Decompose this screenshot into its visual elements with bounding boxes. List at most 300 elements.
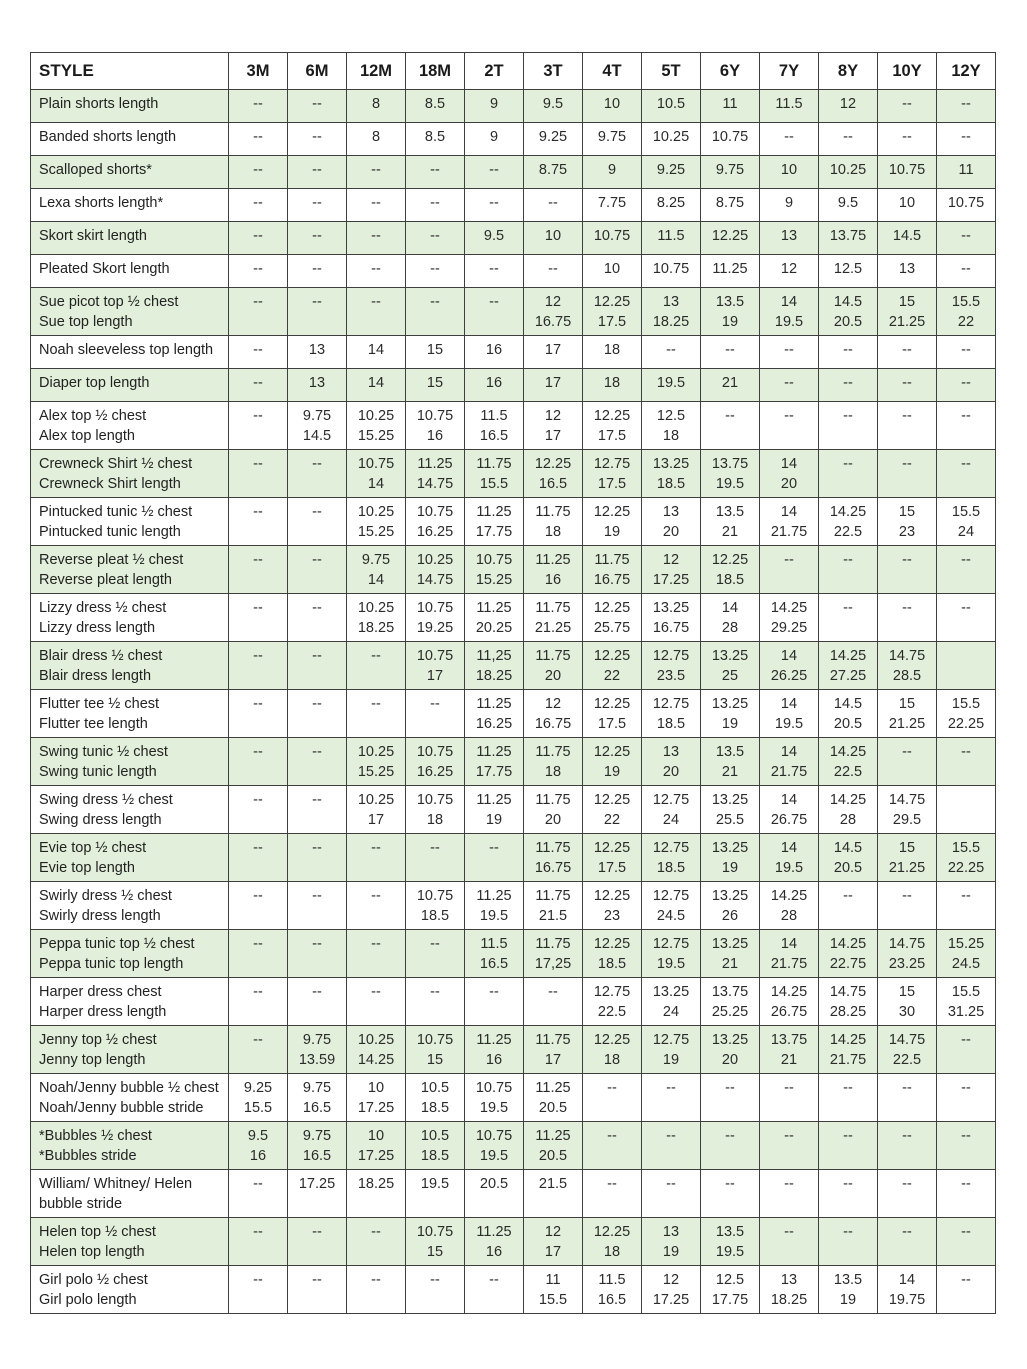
size-value: -- — [666, 1128, 676, 1144]
size-cell — [583, 930, 642, 978]
size-value: -- — [843, 342, 853, 358]
size-cell — [465, 369, 524, 402]
size-value: -- — [725, 342, 735, 358]
size-value: 27.25 — [829, 668, 867, 684]
size-value: 19.5 — [656, 375, 686, 391]
size-cell — [878, 336, 937, 369]
size-cell — [524, 498, 583, 546]
size-cell — [701, 1074, 760, 1122]
size-value: 18.5 — [656, 860, 686, 876]
size-value: 11.25 — [476, 504, 512, 520]
size-cell — [229, 498, 288, 546]
row-label-line: William/ Whitney/ Helen — [39, 1176, 193, 1192]
size-value: 14.75 — [888, 1032, 926, 1048]
size-value: 17.5 — [597, 476, 627, 492]
size-cell — [524, 834, 583, 882]
size-cell — [878, 1122, 937, 1170]
size-value: 13.5 — [715, 1224, 745, 1240]
size-cell — [937, 255, 996, 288]
size-value: 10.5 — [420, 1128, 450, 1144]
size-value: 14.25 — [829, 648, 867, 664]
size-value: 10.75 — [416, 744, 454, 760]
size-cell — [642, 498, 701, 546]
size-cell — [878, 450, 937, 498]
size-value: 20.5 — [833, 716, 863, 732]
size-value: 17.5 — [597, 314, 627, 330]
size-cell — [524, 690, 583, 738]
size-value: -- — [312, 96, 322, 112]
size-cell — [229, 189, 288, 222]
size-cell — [937, 978, 996, 1026]
size-cell — [583, 786, 642, 834]
size-value: 15 — [898, 696, 916, 712]
size-value: 21.25 — [888, 860, 926, 876]
row-label-line: Pintucked tunic length — [39, 524, 181, 540]
size-value: 19 — [662, 1244, 680, 1260]
column-header-7y: 7Y — [760, 53, 819, 90]
size-value: 14 — [780, 936, 798, 952]
table-row — [31, 90, 996, 123]
size-value: 22.5 — [597, 1004, 627, 1020]
size-cell — [760, 402, 819, 450]
size-cell — [642, 690, 701, 738]
size-cell — [524, 1266, 583, 1314]
size-value: -- — [253, 792, 263, 808]
size-cell — [701, 738, 760, 786]
size-value: 10.25 — [357, 744, 395, 760]
size-cell — [229, 594, 288, 642]
size-cell — [937, 222, 996, 255]
size-cell — [465, 90, 524, 123]
size-value: 15 — [898, 504, 916, 520]
size-value: 26.75 — [770, 1004, 808, 1020]
size-value: -- — [961, 1032, 971, 1048]
size-cell — [642, 1122, 701, 1170]
column-header-8y: 8Y — [819, 53, 878, 90]
size-value: 12.75 — [593, 456, 631, 472]
size-cell — [229, 336, 288, 369]
size-value: 14.25 — [829, 936, 867, 952]
row-label — [31, 498, 229, 546]
size-value: 10.75 — [652, 261, 690, 277]
size-cell — [701, 642, 760, 690]
size-value: 14.25 — [829, 1032, 867, 1048]
size-cell — [465, 978, 524, 1026]
size-value: 14.5 — [302, 428, 332, 444]
table-row — [31, 978, 996, 1026]
size-value: 10.75 — [416, 600, 454, 616]
row-label-line: Swirly dress length — [39, 908, 161, 924]
size-value: 11.75 — [535, 504, 571, 520]
size-value: 14 — [780, 648, 798, 664]
size-value: -- — [961, 1080, 971, 1096]
size-value: 14.5 — [833, 696, 863, 712]
size-cell — [937, 1122, 996, 1170]
size-value: -- — [253, 375, 263, 391]
size-cell — [937, 1266, 996, 1314]
size-value: 12.75 — [652, 888, 690, 904]
size-value: 10.25 — [357, 504, 395, 520]
size-value: 11.5 — [598, 1272, 626, 1288]
size-value: 11.25 — [476, 696, 512, 712]
size-value: 21.25 — [888, 716, 926, 732]
table-row — [31, 690, 996, 738]
size-value: 11.25 — [476, 744, 512, 760]
size-value: 14 — [367, 476, 385, 492]
size-cell — [701, 123, 760, 156]
size-cell — [878, 498, 937, 546]
size-value: -- — [902, 744, 912, 760]
size-value: 15.5 — [479, 476, 509, 492]
row-label — [31, 1218, 229, 1266]
size-value: -- — [489, 195, 499, 211]
size-value: 17.25 — [357, 1148, 395, 1164]
size-value: -- — [784, 408, 794, 424]
size-value: -- — [843, 888, 853, 904]
size-value: -- — [430, 696, 440, 712]
size-value: 17 — [367, 812, 385, 828]
size-value: 12 — [544, 1224, 562, 1240]
size-cell — [288, 369, 347, 402]
size-cell — [406, 834, 465, 882]
size-cell — [524, 546, 583, 594]
size-cell — [465, 156, 524, 189]
size-cell — [347, 450, 406, 498]
size-value: 10.75 — [947, 195, 985, 211]
row-label — [31, 156, 229, 189]
row-label-line: Swing tunic ½ chest — [39, 744, 168, 760]
size-value: 14.5 — [892, 228, 922, 244]
size-value: 13.59 — [298, 1052, 336, 1068]
size-value: -- — [961, 456, 971, 472]
table-row — [31, 834, 996, 882]
size-cell — [229, 786, 288, 834]
size-value: -- — [253, 648, 263, 664]
size-value: -- — [902, 96, 912, 112]
size-value: -- — [430, 984, 440, 1000]
size-cell — [701, 978, 760, 1026]
size-value: -- — [666, 1176, 676, 1192]
size-cell — [524, 369, 583, 402]
size-value: -- — [371, 1224, 381, 1240]
size-value: 15.5 — [538, 1292, 568, 1308]
size-cell — [819, 90, 878, 123]
size-value: 18 — [603, 342, 621, 358]
size-value: 17.5 — [597, 716, 627, 732]
size-value: 21 — [721, 764, 739, 780]
size-value: -- — [253, 504, 263, 520]
size-value: -- — [489, 984, 499, 1000]
size-value: 14.25 — [357, 1052, 395, 1068]
column-header-18m: 18M — [406, 53, 465, 90]
size-value: -- — [430, 195, 440, 211]
size-cell — [465, 642, 524, 690]
size-cell — [288, 402, 347, 450]
table-row — [31, 786, 996, 834]
size-value: -- — [371, 162, 381, 178]
size-value: -- — [961, 261, 971, 277]
size-value: 12 — [780, 261, 798, 277]
size-cell — [819, 255, 878, 288]
size-cell — [878, 1074, 937, 1122]
size-cell — [760, 978, 819, 1026]
size-cell — [288, 930, 347, 978]
size-cell — [760, 1170, 819, 1218]
size-cell — [701, 546, 760, 594]
size-cell — [347, 690, 406, 738]
size-cell — [288, 450, 347, 498]
size-value: 17.25 — [298, 1176, 336, 1192]
size-value: -- — [843, 1080, 853, 1096]
size-value: 19.75 — [888, 1292, 926, 1308]
size-cell — [288, 786, 347, 834]
size-value: -- — [312, 1272, 322, 1288]
size-value: 19.5 — [715, 1244, 745, 1260]
size-cell — [878, 642, 937, 690]
size-value: -- — [961, 1224, 971, 1240]
size-cell — [406, 1122, 465, 1170]
size-cell — [701, 882, 760, 930]
size-cell — [288, 123, 347, 156]
size-value: 16.75 — [534, 716, 572, 732]
row-label-line: Helen top ½ chest — [39, 1224, 156, 1240]
size-cell — [937, 156, 996, 189]
size-cell — [229, 255, 288, 288]
row-label-line: Noah/Jenny bubble stride — [39, 1100, 204, 1116]
size-value: 14 — [367, 342, 385, 358]
size-value: 12.75 — [652, 648, 690, 664]
size-value: 15.25 — [947, 936, 985, 952]
size-cell — [937, 594, 996, 642]
size-value: 10.5 — [420, 1080, 450, 1096]
size-value: -- — [548, 195, 558, 211]
size-value: 18.5 — [656, 476, 686, 492]
size-value: 31.25 — [947, 1004, 985, 1020]
size-cell — [406, 1170, 465, 1218]
size-value: -- — [489, 261, 499, 277]
size-value: 10 — [898, 195, 916, 211]
size-value: 16.5 — [302, 1148, 332, 1164]
size-cell — [465, 288, 524, 336]
size-value: 11.5 — [657, 228, 685, 244]
size-cell — [937, 786, 996, 834]
size-value: 21.75 — [770, 524, 808, 540]
size-cell — [583, 594, 642, 642]
size-cell — [701, 222, 760, 255]
size-value: 19.5 — [774, 860, 804, 876]
size-cell — [819, 336, 878, 369]
size-cell — [288, 690, 347, 738]
size-value: -- — [430, 936, 440, 952]
row-label — [31, 930, 229, 978]
size-value: 8.75 — [538, 162, 568, 178]
table-row — [31, 156, 996, 189]
size-cell — [583, 369, 642, 402]
size-cell — [229, 123, 288, 156]
size-cell — [406, 690, 465, 738]
size-value: 18.5 — [420, 908, 450, 924]
size-cell — [347, 1266, 406, 1314]
size-value: 11 — [545, 1272, 561, 1288]
size-value: -- — [312, 162, 322, 178]
size-value: -- — [902, 129, 912, 145]
row-label-line: Swing dress length — [39, 812, 162, 828]
size-cell — [937, 498, 996, 546]
row-label — [31, 594, 229, 642]
row-label-line: Crewneck Shirt ½ chest — [39, 456, 193, 472]
size-value: 9 — [784, 195, 794, 211]
size-value: 21.25 — [888, 314, 926, 330]
size-value: -- — [371, 261, 381, 277]
size-value: 20 — [544, 812, 562, 828]
size-cell — [937, 738, 996, 786]
size-value: -- — [312, 228, 322, 244]
size-value: 11.75 — [476, 456, 512, 472]
row-label — [31, 222, 229, 255]
size-value: 13 — [898, 261, 916, 277]
size-cell — [583, 1122, 642, 1170]
size-value: 18 — [544, 524, 562, 540]
size-cell — [465, 1266, 524, 1314]
size-value: -- — [784, 342, 794, 358]
row-label — [31, 450, 229, 498]
size-value: 11.75 — [535, 840, 571, 856]
size-cell — [288, 90, 347, 123]
size-value: -- — [961, 600, 971, 616]
size-value: -- — [961, 1176, 971, 1192]
size-cell — [642, 738, 701, 786]
size-cell — [583, 1170, 642, 1218]
table-row — [31, 123, 996, 156]
size-cell — [583, 738, 642, 786]
column-header-style: STYLE — [31, 53, 229, 90]
size-cell — [701, 1122, 760, 1170]
size-value: 11.25 — [712, 261, 748, 277]
size-value: 10.25 — [357, 792, 395, 808]
size-cell — [819, 594, 878, 642]
size-value: 9 — [489, 129, 499, 145]
column-header-12m: 12M — [347, 53, 406, 90]
row-label-line: Blair dress length — [39, 668, 152, 684]
size-cell — [347, 336, 406, 369]
size-cell — [878, 402, 937, 450]
row-label-line: Jenny top ½ chest — [39, 1032, 157, 1048]
size-cell — [465, 222, 524, 255]
size-value: -- — [371, 888, 381, 904]
size-value: -- — [312, 696, 322, 712]
size-value: -- — [430, 1272, 440, 1288]
size-cell — [583, 336, 642, 369]
size-value: 20 — [780, 476, 798, 492]
size-cell — [583, 1218, 642, 1266]
size-value: 20.5 — [479, 1176, 509, 1192]
size-value: 22.5 — [892, 1052, 922, 1068]
size-value: 13 — [308, 375, 326, 391]
size-value: -- — [371, 195, 381, 211]
size-cell — [819, 1170, 878, 1218]
size-value: 9.75 — [302, 1128, 332, 1144]
size-cell — [701, 834, 760, 882]
size-value: 14 — [780, 504, 798, 520]
size-value: 26.75 — [770, 812, 808, 828]
size-cell — [583, 834, 642, 882]
size-cell — [229, 1218, 288, 1266]
size-value: 11 — [722, 96, 738, 112]
row-label — [31, 690, 229, 738]
size-cell — [229, 1266, 288, 1314]
table-row — [31, 189, 996, 222]
size-value: 12 — [544, 696, 562, 712]
size-cell — [347, 1170, 406, 1218]
size-cell — [583, 255, 642, 288]
size-cell — [760, 288, 819, 336]
size-cell — [347, 786, 406, 834]
header-row — [31, 53, 996, 90]
size-cell — [642, 1218, 701, 1266]
size-cell — [347, 156, 406, 189]
size-cell — [229, 690, 288, 738]
size-cell — [760, 156, 819, 189]
size-value: 15 — [426, 1244, 444, 1260]
size-cell — [642, 156, 701, 189]
size-value: 17.75 — [475, 764, 513, 780]
size-value: -- — [902, 552, 912, 568]
size-cell — [760, 336, 819, 369]
size-value: 22.25 — [947, 716, 985, 732]
size-value: 13.25 — [711, 648, 749, 664]
size-value: -- — [548, 261, 558, 277]
size-value: 14.25 — [770, 984, 808, 1000]
size-value: 9.25 — [656, 162, 686, 178]
size-value: 9.5 — [247, 1128, 269, 1144]
size-cell — [465, 1026, 524, 1074]
size-cell — [760, 738, 819, 786]
size-cell — [878, 90, 937, 123]
row-label-line: Pleated Skort length — [39, 261, 170, 277]
size-value: -- — [784, 1128, 794, 1144]
size-value: 11.5 — [775, 96, 803, 112]
table-row — [31, 336, 996, 369]
size-value: 17 — [544, 342, 562, 358]
size-cell — [701, 1218, 760, 1266]
size-value: 16.5 — [302, 1100, 332, 1116]
size-cell — [642, 189, 701, 222]
size-value: -- — [253, 228, 263, 244]
size-value: -- — [843, 1176, 853, 1192]
size-value: 13.5 — [833, 1272, 863, 1288]
size-cell — [760, 1122, 819, 1170]
size-cell — [937, 1218, 996, 1266]
table-row — [31, 882, 996, 930]
size-cell — [347, 882, 406, 930]
size-cell — [406, 1026, 465, 1074]
size-cell — [229, 930, 288, 978]
size-cell — [819, 1218, 878, 1266]
size-cell — [465, 690, 524, 738]
size-cell — [819, 1266, 878, 1314]
size-cell — [465, 882, 524, 930]
size-cell — [878, 156, 937, 189]
size-value: 13.25 — [652, 600, 690, 616]
size-value: -- — [961, 888, 971, 904]
size-cell — [878, 882, 937, 930]
size-value: -- — [666, 1080, 676, 1096]
size-value: 12.25 — [593, 294, 631, 310]
size-value: 18 — [426, 812, 444, 828]
size-value: 17.25 — [652, 1292, 690, 1308]
size-cell — [524, 222, 583, 255]
size-value: 12 — [544, 408, 562, 424]
